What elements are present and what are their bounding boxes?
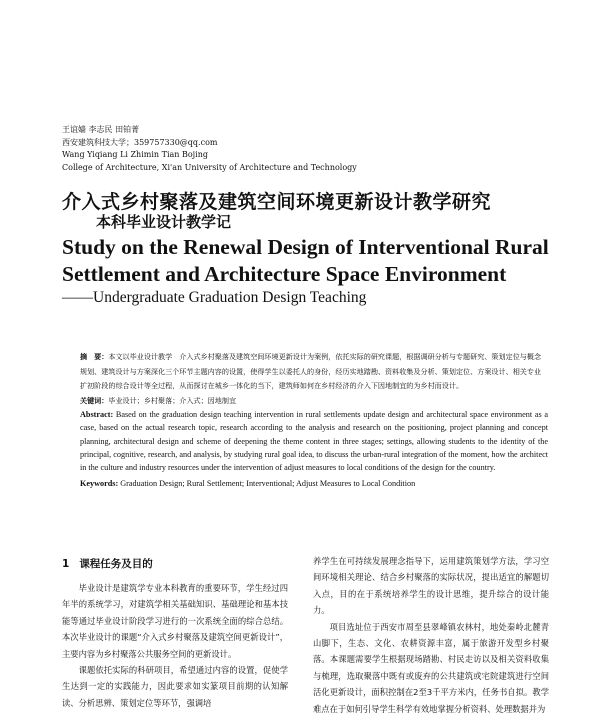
english-subtitle: ——Undergraduate Graduation Design Teaching: [62, 289, 367, 306]
english-keywords: [80, 477, 548, 492]
section-number: 1: [62, 558, 70, 570]
chinese-abstract: [80, 350, 548, 394]
chinese-keywords-text: 毕业设计；乡村聚落；介入式；因地制宜: [108, 395, 237, 405]
chinese-abstract-label: 摘 要：: [80, 352, 109, 361]
paragraph: 养学生在可持续发展理念指导下，运用建筑策划学方法，学习空间环境相关理论、结合乡村聚落的实际状况，提出适宜的解题切入点，目的在于系统培养学生的设计思维，提升综合的设计能力。: [313, 556, 549, 616]
paragraph: 课题依托实际的科研项目，希望通过内容的设置，促使学生达到一定的实践能力，因此要求如实篆项目前期的认知解读、分析思辨、策划定位等环节，强调培: [62, 665, 288, 708]
chinese-keywords-label: 关键词：: [80, 395, 109, 405]
chinese-keywords: [80, 394, 548, 409]
english-title-line-2: Settlement and Architecture Space Environment: [62, 262, 507, 286]
abstract-block: [80, 350, 548, 492]
paragraph: 毕业设计是建筑学专业本科教育的重要环节，学生经过四年半的系统学习，对建筑学相关基础知识、基础理论和基本技能等通过毕业设计阶段学习进行的一次系统全面的综合总结。本次毕业设计的课题“介入式乡村聚落及建筑空间更新设计”，主要内容为乡村聚落公共服务空间的更新设计。: [62, 583, 288, 659]
english-keywords-text: Graduation Design; Rural Settlement; Interventional; Adjust Measures to Local Condition: [120, 478, 416, 488]
english-abstract-label: Abstract:: [80, 410, 114, 420]
author-affiliation-en: College of Architecture, Xi'an University of Architecture and Technology: [62, 162, 357, 172]
chinese-abstract-text: 本文以毕业设计教学 介入式乡村聚落及建筑空间环境更新设计为案例，依托实际的研究课题，根据调研分析与专题研究、策划定位与概念规划、建筑设计与方案深化三个环节主题内容的设置，使得学生以委托人的身份，经历实地踏勘、资料收集及分析、策划定位、方案设计、相关专业扩初阶段的综合设计等全过程，从而探讨在城乡一体化的当下，建筑师如何在乡村经济的介入下因地制宜的为乡村而设计。: [80, 352, 542, 391]
section-title: 课程任务及目的: [79, 558, 153, 570]
author-block: [62, 124, 357, 174]
chinese-title: 介入式乡村聚落及建筑空间环境更新设计教学研究: [62, 191, 492, 213]
body-column-left: [62, 556, 288, 711]
paragraph: 项目选址位于西安市周至县翠峰镇农林村，地处秦岭北麓青山脚下，生态、文化、农耕资源丰富，属于旅游开发型乡村聚落。本课题需要学生根据现场踏勘、村民走访以及相关资料收集与梳理，选取聚落中既有或废弃的公共建筑或宅院建筑进行空间活化更新设计，面积控制在2至3千平方米内，任务书自拟。教学难点在于如何引导学生科学有效地掌握分析资料、处理数据并为: [313, 621, 549, 714]
author-names-en: Wang Yiqiang Li Zhimin Tian Bojing: [62, 150, 208, 159]
chinese-subtitle: 本科毕业设计教学记: [96, 213, 232, 231]
english-title: [62, 234, 549, 288]
english-abstract: [80, 408, 548, 473]
author-names-cn: 王谊嫱 李志民 田铂菁: [62, 125, 140, 134]
english-abstract-text: Based on the graduation design teaching intervention in rural settlements update design and architectural space environment as a case, based on the actual research topic, research according to the analysis and research on the positioning, project planning and concept planning, architectural design and scheme of deepening the theme content in three stages; settings, allowing students to the identity of the principal, cognitive, research, and analysis, by studying rural goal idea, to discuss the urban-rural integration of the moment, how the architect in the culture and industry resources under the intervention of adjust measures to local conditions of the design for the country.: [80, 410, 548, 472]
author-affiliation-cn: 西安建筑科技大学；359757330@qq.com: [62, 137, 218, 147]
section-heading: [62, 556, 288, 572]
english-title-line-1: Study on the Renewal Design of Interventional Rural: [62, 235, 549, 259]
english-keywords-label: Keywords:: [80, 478, 119, 488]
body-column-right: [313, 553, 549, 717]
